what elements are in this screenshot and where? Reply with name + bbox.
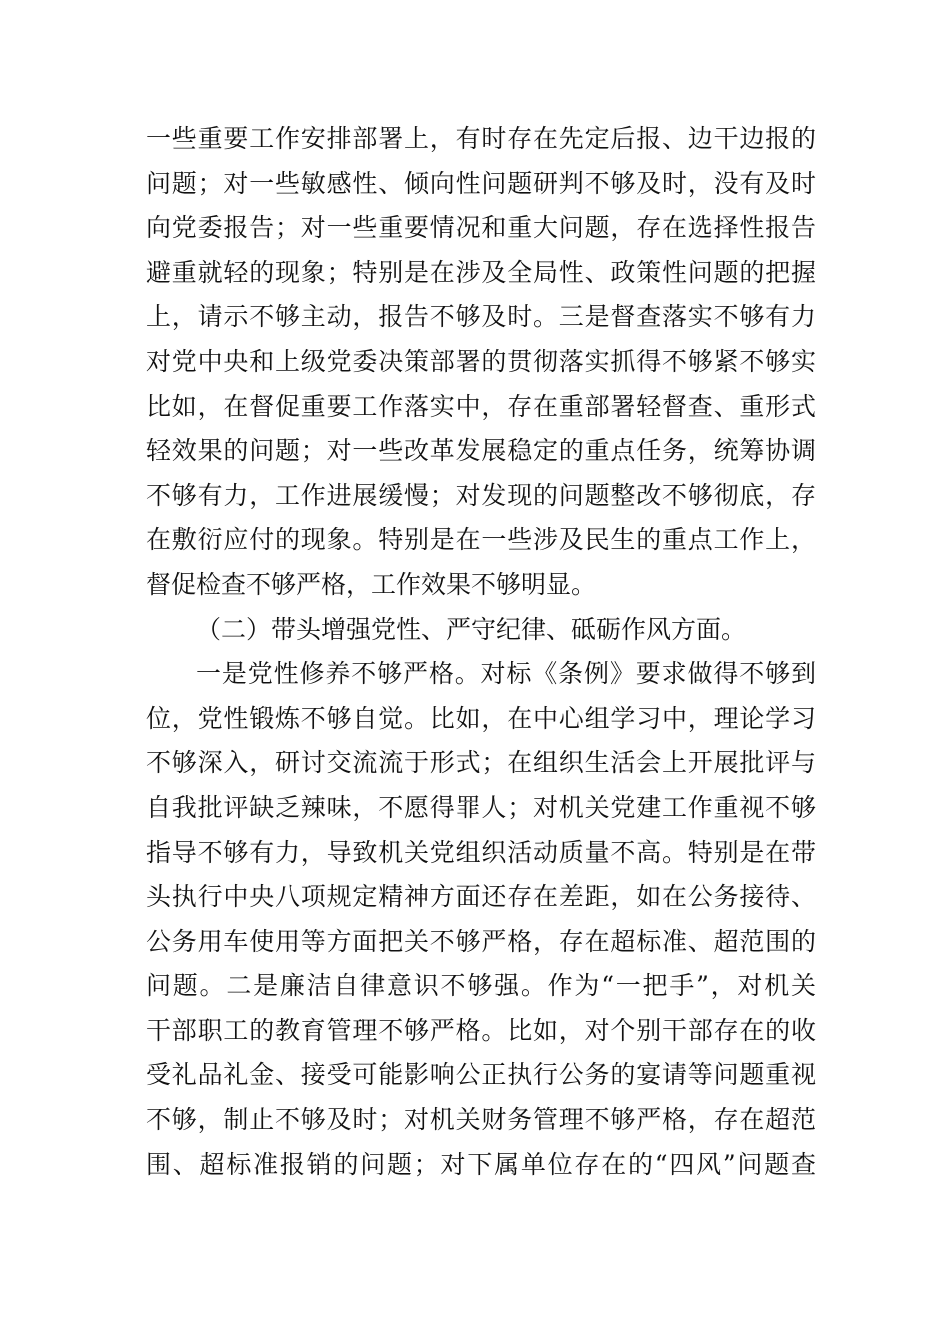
text-line: 问题。二是廉洁自律意识不够强。作为“一把手”，对机关 bbox=[146, 971, 816, 1001]
text-line: 对党中央和上级党委决策部署的贯彻落实抓得不够紧不够实 bbox=[146, 346, 816, 376]
text-line: 围、超标准报销的问题；对下属单位存在的“四风”问题查 bbox=[146, 1149, 816, 1179]
text-line: 在敷衍应付的现象。特别是在一些涉及民生的重点工作上， bbox=[146, 525, 816, 555]
text-line: 上，请示不够主动，报告不够及时。三是督查落实不够有力 bbox=[146, 302, 816, 332]
text-line: 一些重要工作安排部署上，有时存在先定后报、边干边报的 bbox=[146, 124, 816, 153]
text-line: 比如，在督促重要工作落实中，存在重部署轻督查、重形式 bbox=[146, 391, 816, 421]
section-heading: （二）带头增强党性、严守纪律、砥砺作风方面。 bbox=[196, 614, 747, 644]
paragraph-first-line: 一是党性修养不够严格。对标《条例》要求做得不够到 bbox=[196, 659, 816, 689]
text-line: 问题；对一些敏感性、倾向性问题研判不够及时，没有及时 bbox=[146, 168, 816, 198]
text-line: 受礼品礼金、接受可能影响公正执行公务的宴请等问题重视 bbox=[146, 1060, 816, 1090]
text-line: 轻效果的问题；对一些改革发展稳定的重点任务，统筹协调 bbox=[146, 436, 816, 466]
text-line: 位，党性锻炼不够自觉。比如，在中心组学习中，理论学习 bbox=[146, 703, 816, 733]
text-line: 不够有力，工作进展缓慢；对发现的问题整改不够彻底，存 bbox=[146, 480, 816, 510]
text-line: 不够，制止不够及时；对机关财务管理不够严格，存在超范 bbox=[146, 1105, 816, 1135]
text-line: 自我批评缺乏辣味，不愿得罪人；对机关党建工作重视不够 bbox=[146, 792, 816, 822]
text-line: 头执行中央八项规定精神方面还存在差距，如在公务接待、 bbox=[146, 882, 816, 912]
text-line: 向党委报告；对一些重要情况和重大问题，存在选择性报告 bbox=[146, 213, 816, 243]
text-line: 干部职工的教育管理不够严格。比如，对个别干部存在的收 bbox=[146, 1015, 816, 1045]
text-line: 指导不够有力，导致机关党组织活动质量不高。特别是在带 bbox=[146, 837, 816, 867]
body-text bbox=[146, 117, 816, 1187]
text-line: 避重就轻的现象；特别是在涉及全局性、政策性问题的把握 bbox=[146, 257, 816, 287]
paragraph-end-line: 督促检查不够严格，工作效果不够明显。 bbox=[146, 569, 597, 599]
text-line: 不够深入，研讨交流流于形式；在组织生活会上开展批评与 bbox=[146, 748, 816, 778]
text-line: 公务用车使用等方面把关不够严格，存在超标准、超范围的 bbox=[146, 926, 816, 956]
